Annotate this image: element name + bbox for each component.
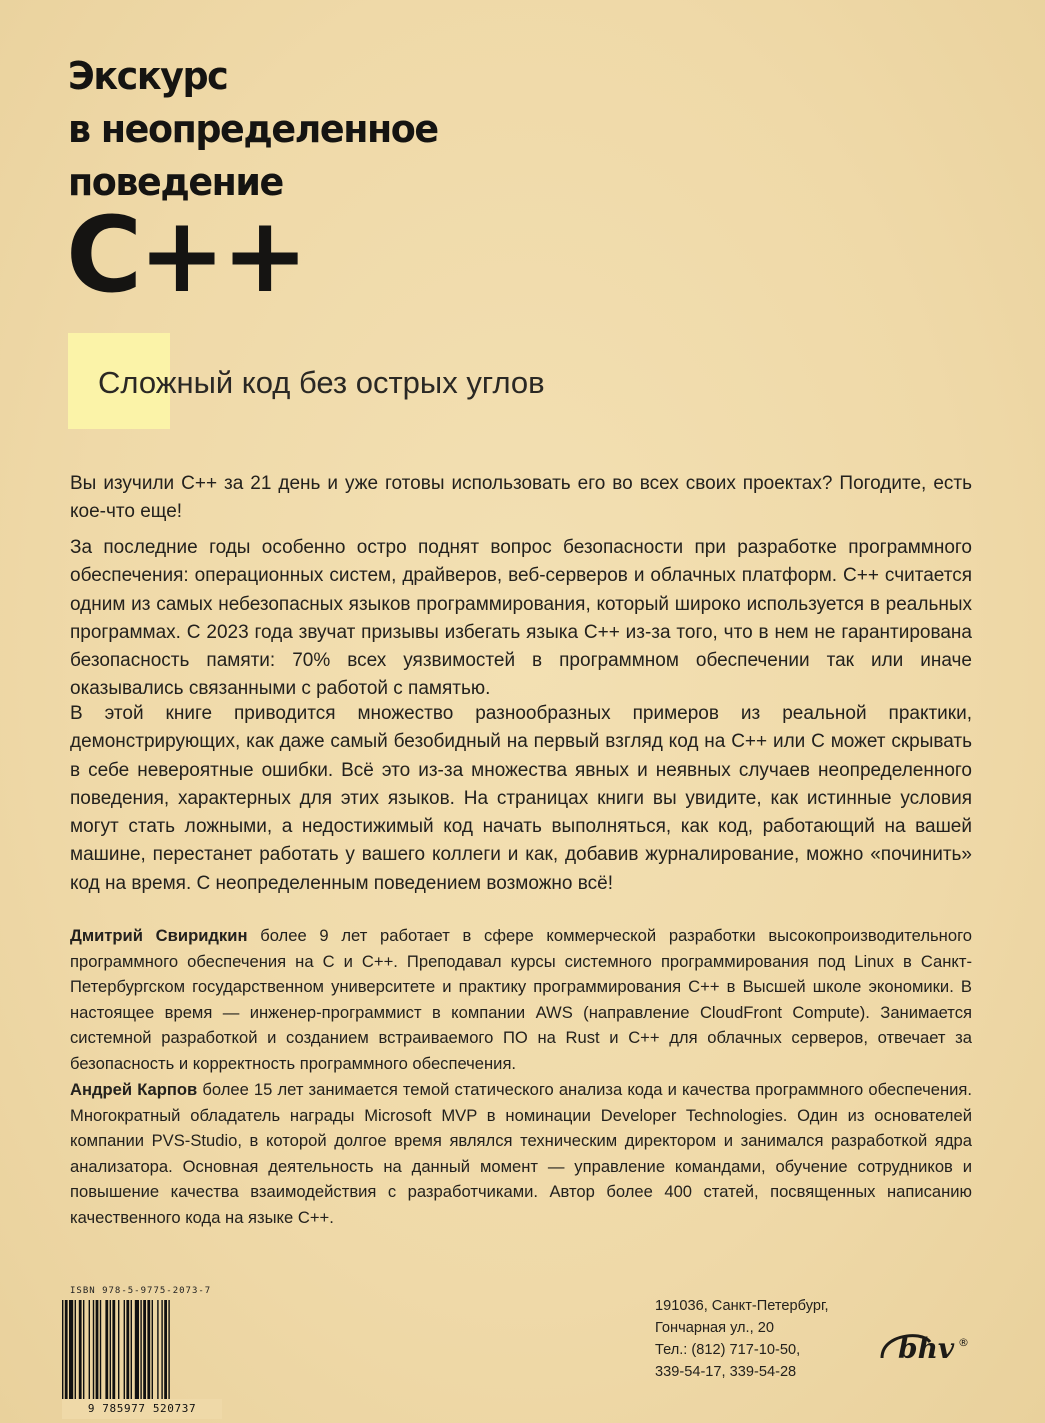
address-line: Гончарная ул., 20	[655, 1320, 774, 1336]
registered-mark: ®	[958, 1336, 969, 1349]
author-bio	[70, 923, 972, 1076]
barcode-digits: 9 785977 520737	[62, 1399, 222, 1419]
description-paragraph: В этой книге приводится множество разнообразных примеров из реальной практики, демонстрирующих, как даже самый безобидный на первый взгляд код на C++ или C может скрывать в себе невероятные ошибки. Всё это из-за множества явных и неявных случаев неопределенного поведения, характерных для этих языков. На страницах книги вы увидите, как истинные условия могут стать ложными, а недостижимый код начать выполняться, как код, работающий на вашей машине, перестанет работать у вашего коллеги и как, добавив журналирование, можно «починить» код на время. С неопределенным поведением возможно всё!	[70, 703, 972, 894]
book-subtitle: Сложный код без острых углов	[98, 365, 545, 400]
description-paragraph: Вы изучили C++ за 21 день и уже готовы использовать его во всех своих проектах? Погодите, есть кое-что еще!	[70, 473, 972, 523]
bhv-logo-text: bhv	[898, 1332, 955, 1365]
author-bio	[70, 1077, 972, 1230]
author-name: Андрей Карпов	[70, 1080, 198, 1099]
author-bio-text: более 9 лет работает в сфере коммерческой разработки высокопроизводительного программного обеспечения на C и C++. Преподавал курсы системного программирования под Linux в Санкт-Петербургском государственном университете и практику программирования C++ в Высшей школе экономики. В настоящее время — инженер-программист в компании AWS (направление CloudFront Compute). Занимается системной разработкой и созданием встраиваемого ПО на Rust и C++ для облачных серверов, отвечает за безопасность и корректность программного обеспечения.	[70, 926, 972, 1073]
isbn-label: ISBN 978-5-9775-2073-7	[70, 1286, 212, 1296]
description-paragraph: За последние годы особенно остро поднят вопрос безопасности при разработке программного обеспечения: операционных систем, драйверов, веб-серверов и облачных платформ. C++ считается одним из самых небезопасных языков программирования, который широко используется в реальных программах. С 2023 года звучат призывы избегать языка C++ из-за того, что в нем не гарантирована безопасность памяти: 70% всех уязвимостей в программном обеспечении так или иначе оказывались связанными с работой с памятью.	[70, 537, 972, 700]
phone-line: 339-54-17, 339-54-28	[655, 1364, 797, 1380]
author-name: Дмитрий Свиридкин	[70, 926, 248, 945]
address-line: 191036, Санкт-Петербург,	[655, 1298, 829, 1314]
title-line-2: в неопределенное	[68, 107, 438, 151]
bhv-logo	[878, 1322, 973, 1382]
title-line-1: Экскурс	[68, 54, 228, 98]
book-title	[68, 50, 438, 209]
title-language: C++	[66, 194, 305, 316]
phone-line: Тел.: (812) 717-10-50,	[655, 1342, 801, 1358]
title-line-3: поведение	[68, 160, 283, 204]
publisher-address	[655, 1295, 829, 1383]
author-bio-text: более 15 лет занимается темой статического анализа кода и качества программного обеспечения. Многократный обладатель награды Microsoft MVP в номинации Developer Technologies. Один из основателей компании PVS-Studio, в которой долгое время являлся техническим директором и занимался разработкой ядра анализатора. Основная деятельность на данный момент — управление командами, обучение сотрудников и повышение качества взаимодействия с разработчиками. Автор более 400 статей, посвященных написанию качественного кода на языке C++.	[70, 1080, 972, 1227]
